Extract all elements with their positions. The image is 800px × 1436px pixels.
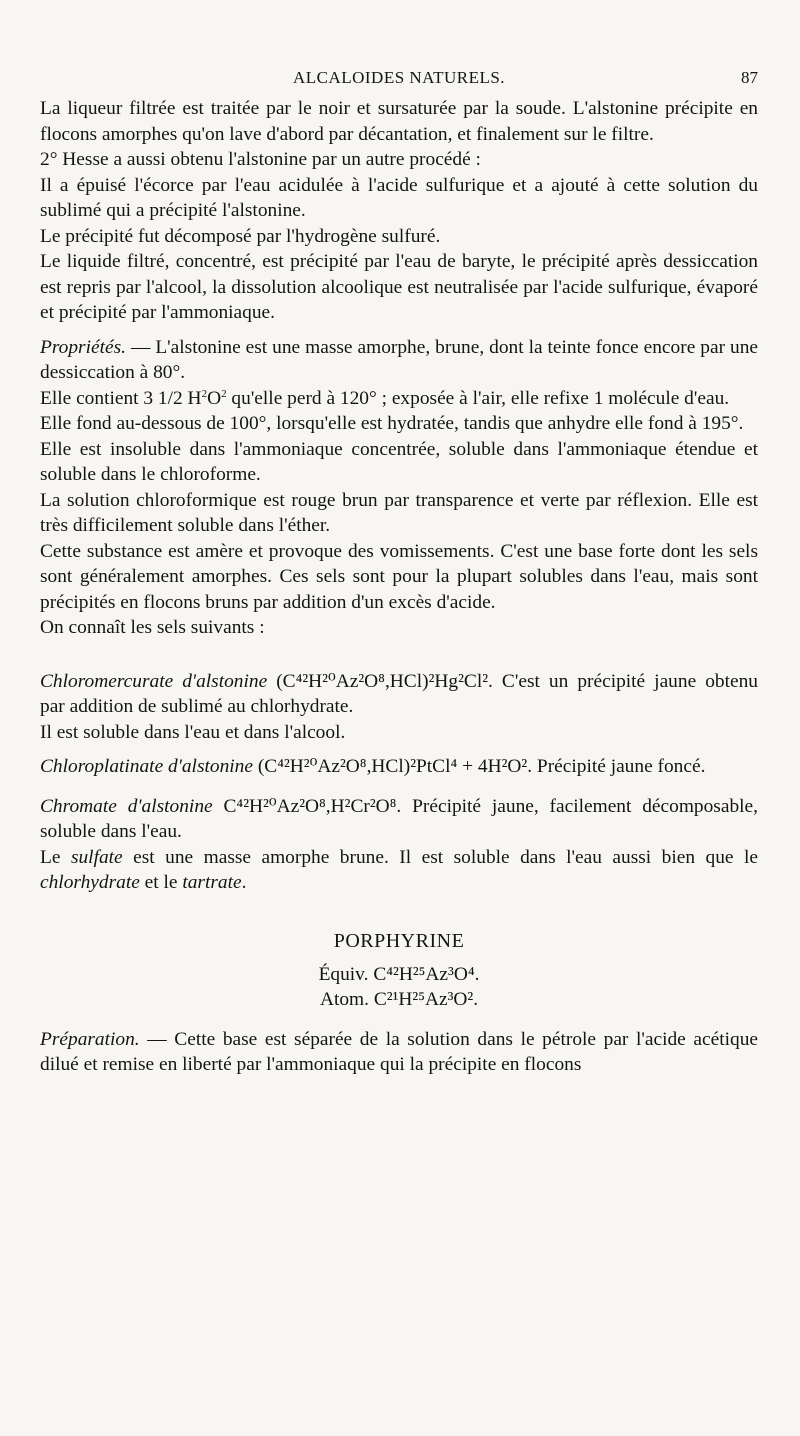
text-run: C'est un précipité jaune obtenu par addition de sublimé au chlorhydrate. <box>40 670 758 717</box>
paragraph-1: La liqueur filtrée est traitée par le noir et sursaturée par la soude. L'alstonine précipite en flocons amorphes qu'on lave d'abord par décantation, et finalement sur le filtre. <box>40 98 758 145</box>
paragraph-4: Le précipité fut décomposé par l'hydrogène sulfuré. <box>40 225 441 247</box>
text-run: Elle contient 3 1/2 H <box>40 387 202 409</box>
chloromercurate-label: Chloromercurate d'alstonine <box>40 670 268 692</box>
running-header <box>40 68 758 96</box>
text-run: . <box>241 872 247 893</box>
text-run: est une masse amorphe brune. Il est soluble dans l'eau aussi bien que le <box>122 846 758 868</box>
properties-label: Propriétés. <box>40 336 126 358</box>
italic-term: sulfate <box>70 846 123 868</box>
text-run: Le <box>40 846 71 868</box>
paragraph-salts-intro: On connaît les sels suivants : <box>40 617 265 638</box>
text-run: O <box>207 387 222 409</box>
running-title: ALCALOIDES NATURELS. <box>292 68 506 87</box>
paragraph-sulfate <box>40 845 758 896</box>
chloromercurate-formula: (C⁴²H²⁰Az²O⁸,HCl)²Hg²Cl². <box>276 670 493 692</box>
paragraph-chloroform: La solution chloroformique est rouge brun par transparence et verte par réflexion. Elle est très difficilement soluble dans l'éther. <box>40 489 758 536</box>
preparation-label: Préparation. <box>40 1028 140 1050</box>
section-title: PORPHYRINE <box>333 929 465 952</box>
paragraph-preparation <box>40 1027 758 1078</box>
paragraph-chloroplatinate <box>40 754 758 780</box>
paragraph-solubility: Elle est insoluble dans l'ammoniaque concentrée, soluble dans l'ammoniaque étendue et soluble dans le chloroforme. <box>40 438 758 485</box>
paragraph-3: Il a épuisé l'écorce par l'eau acidulée à l'acide sulfurique et a ajouté à cette solution du sublimé qui a précipité l'alstonine. <box>40 174 758 221</box>
paragraph-chloromercurate <box>40 669 758 720</box>
paragraph-chromate <box>40 794 758 845</box>
italic-term: chlorhydrate <box>40 872 140 893</box>
superscript: 2 <box>201 387 208 400</box>
text-run: Précipité jaune, facilement décomposable, soluble dans l'eau. <box>40 795 758 842</box>
paragraph-properties <box>40 335 758 386</box>
chromate-label: Chromate d'alstonine <box>40 795 213 817</box>
chloroplatinate-formula: (C⁴²H²⁰Az²O⁸,HCl)²PtCl⁴ + 4H²O². <box>257 756 533 777</box>
superscript: 2 <box>221 387 227 400</box>
chromate-formula: C⁴²H²⁰Az²O⁸,H²Cr²O⁸. <box>223 795 402 817</box>
paragraph-bitter: Cette substance est amère et provoque des vomissements. C'est une base forte dont les sels sont généralement amorphes. Ces sels sont pour la plupart solubles dans l'eau, mais sont précipités en flocons bruns par addition d'un excès d'acide. <box>40 540 758 613</box>
text-run: et le <box>139 872 183 893</box>
text-run: qu'elle perd à 120° ; exposée à l'air, elle refixe 1 molécule d'eau. <box>226 387 730 409</box>
text-run: — Cette base est séparée de la solution dans le pétrole par l'acide acétique dilué et remise en liberté par l'ammoniaque qui la précipite en flocons <box>40 1028 758 1075</box>
properties-text: — L'alstonine est une masse amorphe, brune, dont la teinte fonce encore par une dessiccation à 80°. <box>40 336 758 383</box>
text-run: Précipité jaune foncé. <box>532 756 706 777</box>
formula-equiv: Équiv. C⁴²H²⁵Az³O⁴. <box>318 963 480 985</box>
paragraph-water-content <box>40 386 758 412</box>
paragraph-5: Le liquide filtré, concentré, est précipité par l'eau de baryte, le précipité après dessiccation est repris par l'alcool, la dissolution alcoolique est neutralisée par l'acide sulfurique, évaporé et précipité par l'ammoniaque. <box>40 251 758 323</box>
italic-term: tartrate <box>182 872 242 893</box>
page <box>40 68 758 1078</box>
formula-atom: Atom. C²¹H²⁵Az³O². <box>319 989 479 1010</box>
paragraph-2: 2° Hesse a aussi obtenu l'alstonine par un autre procédé : <box>40 149 481 170</box>
chloroplatinate-label: Chloroplatinate d'alstonine <box>40 756 253 777</box>
paragraph-melting: Elle fond au-dessous de 100°, lorsqu'elle est hydratée, tandis que anhydre elle fond à 195°. <box>40 413 744 434</box>
page-number: 87 <box>741 68 758 87</box>
paragraph-chloromercurate-solubility: Il est soluble dans l'eau et dans l'alcool. <box>40 721 346 743</box>
